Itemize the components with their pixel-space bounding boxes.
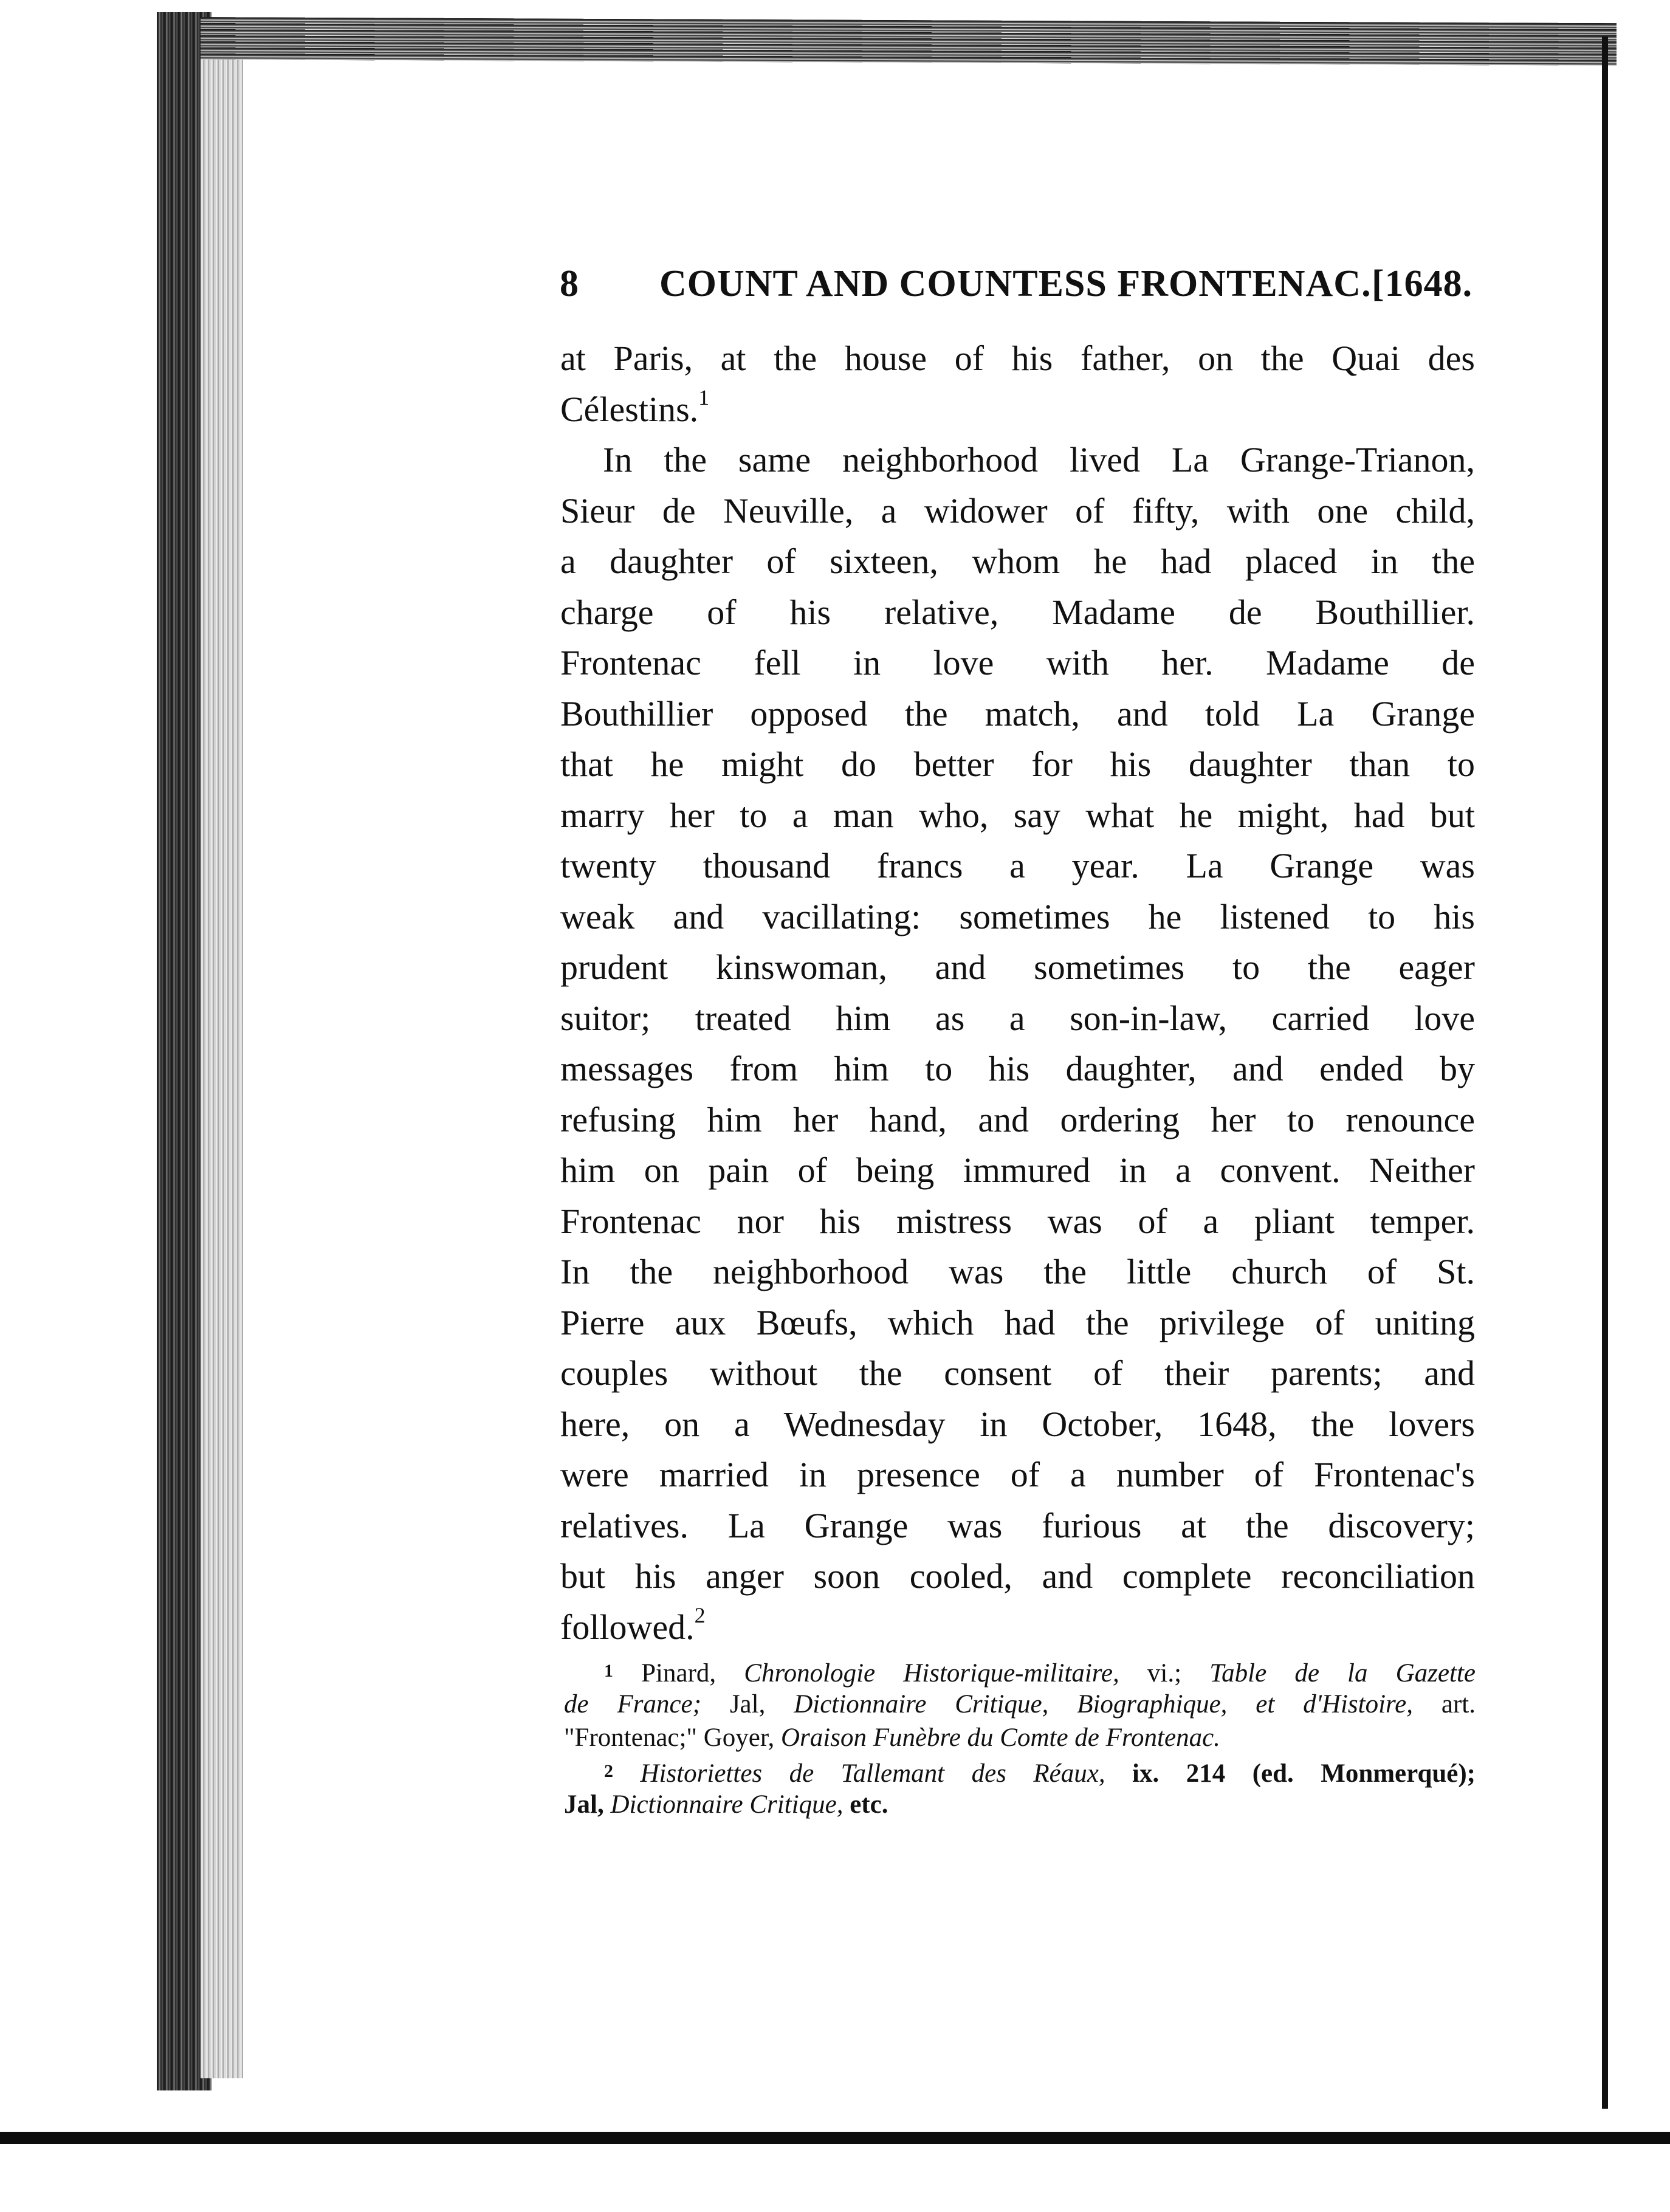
text-line: refusing him her hand, and ordering her to renounce bbox=[560, 1099, 1475, 1139]
footnote-2-line bbox=[564, 1754, 1476, 1788]
text-line bbox=[560, 1602, 1475, 1653]
footnote-ref: 2 bbox=[694, 1603, 706, 1628]
text-line: messages from him to his daughter, and ended by bbox=[560, 1049, 1475, 1088]
footnote-text: Dictionnaire Critique, Biographique, et d'Histoire, bbox=[794, 1690, 1414, 1719]
text-line: suitor; treated him as a son-in-law, carried love bbox=[560, 998, 1475, 1038]
book-top-edge bbox=[201, 17, 1617, 66]
text-line: weak and vacillating: sometimes he listened to his bbox=[560, 896, 1475, 936]
footnote-text: Chronologie Historique-militaire, bbox=[744, 1659, 1119, 1688]
text-segment: followed. bbox=[560, 1607, 695, 1647]
footnote-text: etc. bbox=[843, 1790, 888, 1819]
text-line: Sieur de Neuville, a widower of fifty, with one child, bbox=[560, 490, 1475, 531]
page-stack-edge bbox=[201, 24, 243, 2078]
text-line: but his anger soon cooled, and complete reconciliation bbox=[560, 1556, 1475, 1596]
footnote-1-line bbox=[564, 1688, 1476, 1721]
footnote-ref: 1 bbox=[698, 385, 710, 410]
footnote-mark: 2 bbox=[604, 1761, 613, 1781]
footnote-text: de France; bbox=[564, 1690, 701, 1719]
text-line: twenty thousand francs a year. La Grange was bbox=[560, 846, 1475, 885]
footnote-text: Oraison Funèbre du Comte de Frontenac. bbox=[780, 1723, 1220, 1752]
footnote-text: "Frontenac;" Goyer, bbox=[564, 1723, 781, 1752]
text-line: relatives. La Grange was furious at the discovery; bbox=[560, 1505, 1475, 1545]
text-segment: Célestins. bbox=[560, 389, 699, 429]
book-right-edge bbox=[1602, 36, 1608, 2109]
body-text bbox=[560, 333, 1475, 1652]
text-line: In the neighborhood was the little church of St. bbox=[560, 1252, 1475, 1291]
running-year: [1648. bbox=[1372, 263, 1473, 304]
footnote-text: ix. 214 (ed. Monmerqué); bbox=[1105, 1759, 1476, 1788]
running-title: COUNT AND COUNTESS FRONTENAC. bbox=[659, 263, 1372, 304]
text-line: here, on a Wednesday in October, 1648, the lovers bbox=[560, 1404, 1475, 1444]
text-line: him on pain of being immured in a convent. Neither bbox=[560, 1150, 1475, 1190]
text-line: a daughter of sixteen, whom he had placed in the bbox=[560, 541, 1475, 581]
footnote-text: Jal, bbox=[701, 1690, 794, 1719]
footnote-mark: 1 bbox=[604, 1661, 613, 1681]
text-line: that he might do better for his daughter than to bbox=[560, 744, 1475, 784]
text-line: prudent kinswoman, and sometimes to the eager bbox=[560, 947, 1475, 987]
footnote-text: art. bbox=[1413, 1690, 1476, 1719]
footnote-2-line bbox=[564, 1788, 1476, 1821]
footnote-text: Table de la Gazette bbox=[1209, 1659, 1476, 1688]
footnote-text: Jal, bbox=[564, 1790, 611, 1819]
footnote-text: Pinard, bbox=[641, 1659, 744, 1688]
text-line: Frontenac nor his mistress was of a pliant temper. bbox=[560, 1201, 1475, 1241]
footnote-text: vi.; bbox=[1119, 1659, 1210, 1688]
book-bottom-edge bbox=[0, 2132, 1670, 2144]
running-head bbox=[550, 263, 1473, 305]
text-line: at Paris, at the house of his father, on the Quai des bbox=[560, 338, 1475, 378]
text-line: couples without the consent of their parents; and bbox=[560, 1353, 1475, 1393]
scan-background bbox=[0, 0, 157, 2132]
text-line bbox=[560, 384, 1475, 435]
text-line: Frontenac fell in love with her. Madame de bbox=[560, 643, 1475, 682]
text-line: charge of his relative, Madame de Bouthillier. bbox=[560, 592, 1475, 632]
text-line: were married in presence of a number of Frontenac's bbox=[560, 1455, 1475, 1494]
text-line: Pierre aux Bœufs, which had the privilege of uniting bbox=[560, 1302, 1475, 1342]
footnotes bbox=[564, 1654, 1476, 1821]
text-line: Bouthillier opposed the match, and told La Grange bbox=[560, 693, 1475, 733]
page-number: 8 bbox=[560, 263, 579, 304]
footnote-text: Dictionnaire Critique, bbox=[610, 1790, 844, 1819]
text-line: marry her to a man who, say what he might, had but bbox=[560, 795, 1475, 835]
footnote-1-line bbox=[564, 1654, 1476, 1688]
footnote-text: Historiettes de Tallemant des Réaux, bbox=[640, 1759, 1105, 1788]
footnote-1-line bbox=[564, 1721, 1476, 1754]
text-line: In the same neighborhood lived La Grange-Trianon, bbox=[603, 440, 1475, 479]
